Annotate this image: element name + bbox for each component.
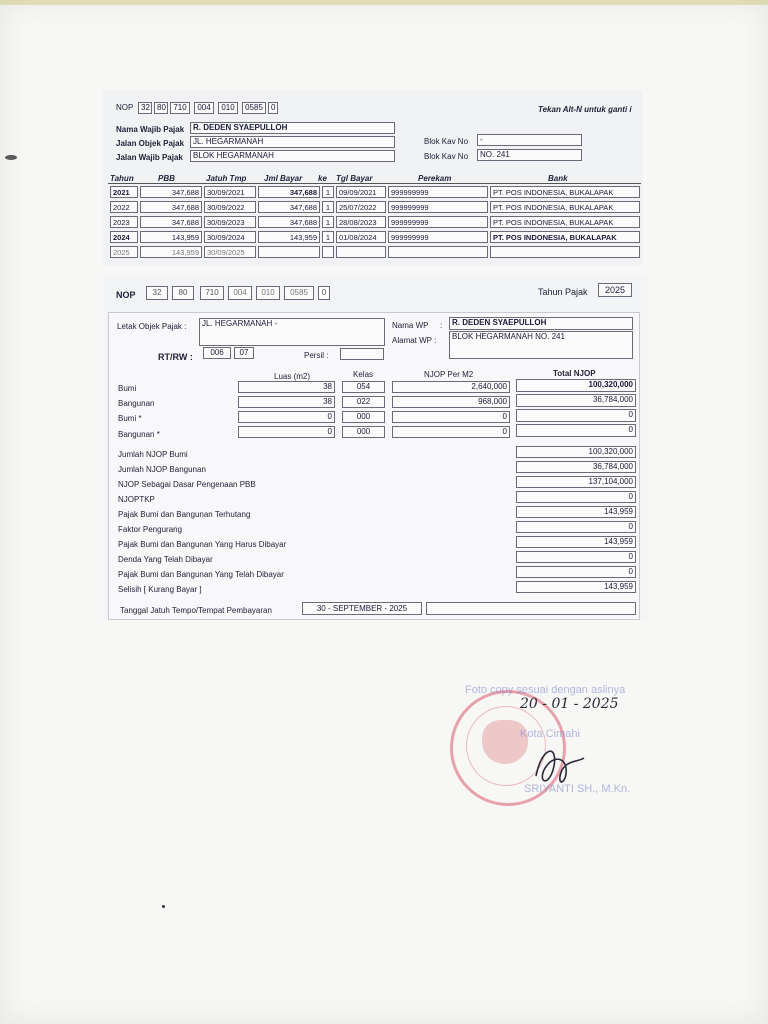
tempat-pembayaran-field[interactable] (426, 602, 636, 615)
col-jml-bayar: Jml Bayar (264, 174, 303, 183)
cell-jatuh: 30/09/2025 (204, 246, 256, 258)
njop-m2-field[interactable]: 0 (392, 411, 510, 423)
detail-nop-field-6[interactable]: 0585 (284, 286, 314, 300)
row-label: Bumi * (118, 414, 142, 423)
njop-m2-field[interactable]: 2,640,000 (392, 381, 510, 393)
luas-field[interactable]: 0 (238, 426, 335, 438)
cell-bank: PT. POS INDONESIA, BUKALAPAK (490, 186, 640, 198)
cell-bayar: 143,959 (258, 231, 320, 243)
col-bank: Bank (548, 174, 568, 183)
summary-value[interactable]: 0 (516, 491, 636, 503)
summary-label: Jumlah NJOP Bumi (118, 450, 188, 459)
cell-perekam: 999999999 (388, 186, 488, 198)
summary-label: Faktor Pengurang (118, 525, 183, 534)
kelas-field[interactable]: 000 (342, 411, 385, 423)
cell-tgl: 09/09/2021 (336, 186, 386, 198)
cell-tgl: 25/07/2022 (336, 201, 386, 213)
col-luas: Luas (m2) (274, 372, 311, 381)
njop-m2-field[interactable]: 0 (392, 426, 510, 438)
history-row[interactable] (110, 246, 640, 259)
col-jatuh-tempo: Jatuh Tmp (206, 174, 247, 183)
tahun-pajak-field[interactable]: 2025 (598, 283, 632, 297)
letak-objek-field[interactable]: JL. HEGARMANAH - (199, 318, 385, 346)
summary-label: NJOPTKP (118, 495, 155, 504)
blok-kav-field-2[interactable]: NO. 241 (477, 149, 582, 161)
nop-field-7[interactable]: 0 (268, 102, 278, 114)
jalan-wp-field[interactable]: BLOK HEGARMANAH (190, 150, 395, 162)
nama-wp-sep: : (440, 321, 443, 330)
summary-label: Pajak Bumi dan Bangunan Terhutang (118, 510, 251, 519)
cell-jatuh: 30/09/2022 (204, 201, 256, 213)
cell-tahun: 2025 (110, 246, 138, 258)
cell-bayar: 347,688 (258, 201, 320, 213)
col-perekam: Perekam (418, 174, 452, 183)
history-divider (108, 183, 641, 184)
detail-nop-field-1[interactable]: 32 (146, 286, 168, 300)
total-njop-field[interactable]: 100,320,000 (516, 379, 636, 392)
summary-label: NJOP Sebagai Dasar Pengenaan PBB (118, 480, 256, 489)
total-njop-field[interactable]: 0 (516, 424, 636, 437)
summary-label: Pajak Bumi dan Bangunan Yang Harus Dibayar (118, 540, 287, 549)
nop-label: NOP (116, 103, 134, 112)
cell-bayar (258, 246, 320, 258)
col-total-njop: Total NJOP (553, 369, 596, 378)
njop-m2-field[interactable]: 968,000 (392, 396, 510, 408)
summary-label: Denda Yang Telah Dibayar (118, 555, 213, 564)
cell-pbb: 347,688 (140, 186, 202, 198)
detail-nop-field-4[interactable]: 004 (228, 286, 252, 300)
tanggal-jatuh-tempo-field[interactable]: 30 - SEPTEMBER - 2025 (302, 602, 422, 615)
total-njop-field[interactable]: 0 (516, 409, 636, 422)
nop-field-5[interactable]: 010 (218, 102, 238, 114)
stamp-notary-name: SRIYANTI SH., M.Kn. (524, 783, 631, 795)
cell-jatuh: 30/09/2021 (204, 186, 256, 198)
persil-field[interactable] (340, 348, 384, 360)
nop-field-2[interactable]: 80 (154, 102, 168, 114)
total-njop-field[interactable]: 36,784,000 (516, 394, 636, 407)
stamp-city: Kota Cimahi (520, 728, 580, 740)
blok-kav-label-1: Blok Kav No (424, 137, 469, 146)
cell-bank: PT. POS INDONESIA, BUKALAPAK (490, 216, 640, 228)
luas-field[interactable]: 38 (238, 381, 335, 393)
summary-label: Selisih [ Kurang Bayar ] (118, 585, 202, 594)
nop-field-1[interactable]: 32 (138, 102, 152, 114)
nama-wp-detail-field[interactable]: R. DEDEN SYAEPULLOH (449, 317, 633, 330)
kelas-field[interactable]: 054 (342, 381, 385, 393)
cell-tahun: 2022 (110, 201, 138, 213)
history-row[interactable] (110, 231, 640, 244)
luas-field[interactable]: 0 (238, 411, 335, 423)
cell-tgl: 28/08/2023 (336, 216, 386, 228)
detail-nop-label: NOP (116, 290, 136, 300)
nop-field-3[interactable]: 710 (170, 102, 190, 114)
nama-wp-field[interactable]: R. DEDEN SYAEPULLOH (190, 122, 395, 134)
summary-value[interactable]: 100,320,000 (516, 446, 636, 458)
row-label: Bumi (118, 384, 137, 393)
col-njop-m2: NJOP Per M2 (424, 370, 474, 379)
cell-pbb: 143,959 (140, 231, 202, 243)
rw-field[interactable]: 07 (234, 347, 254, 359)
jalan-wp-label: Jalan Wajib Pajak (116, 153, 183, 162)
summary-value[interactable]: 36,784,000 (516, 461, 636, 473)
col-ke: ke (318, 174, 327, 183)
tahun-pajak-label: Tahun Pajak (538, 287, 588, 297)
summary-value[interactable]: 143,959 (516, 536, 636, 548)
alamat-wp-field[interactable]: BLOK HEGARMANAH NO. 241 (449, 331, 633, 359)
cell-jatuh: 30/09/2023 (204, 216, 256, 228)
kelas-field[interactable]: 000 (342, 426, 385, 438)
cell-pbb: 347,688 (140, 216, 202, 228)
cell-perekam: 999999999 (388, 216, 488, 228)
signature-icon (528, 736, 588, 792)
cell-perekam: 999999999 (388, 231, 488, 243)
scan-speck (5, 155, 17, 160)
cell-bank (490, 246, 640, 258)
blok-kav-field-1[interactable]: - (477, 134, 582, 146)
cell-ke (322, 246, 334, 258)
alamat-wp-label: Alamat WP : (392, 336, 437, 345)
scan-edge (0, 0, 768, 5)
cell-tgl: 01/08/2024 (336, 231, 386, 243)
cell-tahun: 2023 (110, 216, 138, 228)
tanggal-jatuh-tempo-label: Tanggal Jatuh Tempo/Tempat Pembayaran (120, 606, 272, 615)
scan-speck (162, 905, 165, 908)
detail-nop-field-3[interactable]: 710 (200, 286, 224, 300)
detail-nop-field-5[interactable]: 010 (256, 286, 280, 300)
jalan-objek-field[interactable]: JL. HEGARMANAH (190, 136, 395, 148)
cell-perekam: 999999999 (388, 201, 488, 213)
history-row[interactable] (110, 201, 640, 214)
nama-wp-detail-label: Nama WP (392, 321, 429, 330)
cell-ke: 1 (322, 231, 334, 243)
persil-label: Persil : (304, 351, 329, 360)
cell-bayar: 347,688 (258, 186, 320, 198)
history-row[interactable] (110, 216, 640, 229)
summary-value[interactable]: 143,959 (516, 581, 636, 593)
alt-n-hint: Tekan Alt-N untuk ganti i (538, 105, 632, 114)
letak-objek-label: Letak Objek Pajak : (117, 322, 187, 331)
history-row[interactable] (110, 186, 640, 199)
summary-value[interactable]: 143,959 (516, 506, 636, 518)
cell-tahun: 2024 (110, 231, 138, 243)
col-tahun: Tahun (110, 174, 134, 183)
kelas-field[interactable]: 022 (342, 396, 385, 408)
summary-label: Pajak Bumi dan Bangunan Yang Telah Dibayar (118, 570, 284, 579)
summary-value[interactable]: 0 (516, 521, 636, 533)
cell-jatuh: 30/09/2024 (204, 231, 256, 243)
cell-bank: PT. POS INDONESIA, BUKALAPAK (490, 231, 640, 243)
summary-value[interactable]: 137,104,000 (516, 476, 636, 488)
cell-ke: 1 (322, 186, 334, 198)
cell-ke: 1 (322, 216, 334, 228)
cell-bank: PT. POS INDONESIA, BUKALAPAK (490, 201, 640, 213)
cell-bayar: 347,688 (258, 216, 320, 228)
rt-field[interactable]: 006 (203, 347, 231, 359)
col-tgl-bayar: Tgl Bayar (336, 174, 373, 183)
cell-pbb: 347,688 (140, 201, 202, 213)
cell-ke: 1 (322, 201, 334, 213)
summary-value[interactable]: 0 (516, 566, 636, 578)
rtrw-label: RT/RW : (158, 352, 193, 362)
cell-pbb: 143,959 (140, 246, 202, 258)
detail-nop-field-7[interactable]: 0 (318, 286, 330, 300)
summary-value[interactable]: 0 (516, 551, 636, 563)
blok-kav-label-2: Blok Kav No (424, 152, 469, 161)
col-pbb: PBB (158, 174, 175, 183)
summary-label: Jumlah NJOP Bangunan (118, 465, 206, 474)
nop-field-4[interactable]: 004 (194, 102, 214, 114)
stamp-certified-text: Foto copy sesuai dengan aslinya (465, 684, 626, 696)
jalan-objek-label: Jalan Objek Pajak (116, 139, 185, 148)
detail-nop-field-2[interactable]: 80 (172, 286, 194, 300)
cell-tgl (336, 246, 386, 258)
cell-perekam (388, 246, 488, 258)
garuda-emblem-icon (482, 720, 528, 764)
row-label: Bangunan * (118, 430, 160, 439)
cell-tahun: 2021 (110, 186, 138, 198)
nama-wp-label: Nama Wajib Pajak (116, 125, 185, 134)
luas-field[interactable]: 38 (238, 396, 335, 408)
nop-field-6[interactable]: 0585 (242, 102, 266, 114)
row-label: Bangunan (118, 399, 155, 408)
stamp-date: 20 - 01 - 2025 (520, 696, 619, 712)
col-kelas: Kelas (353, 370, 374, 379)
